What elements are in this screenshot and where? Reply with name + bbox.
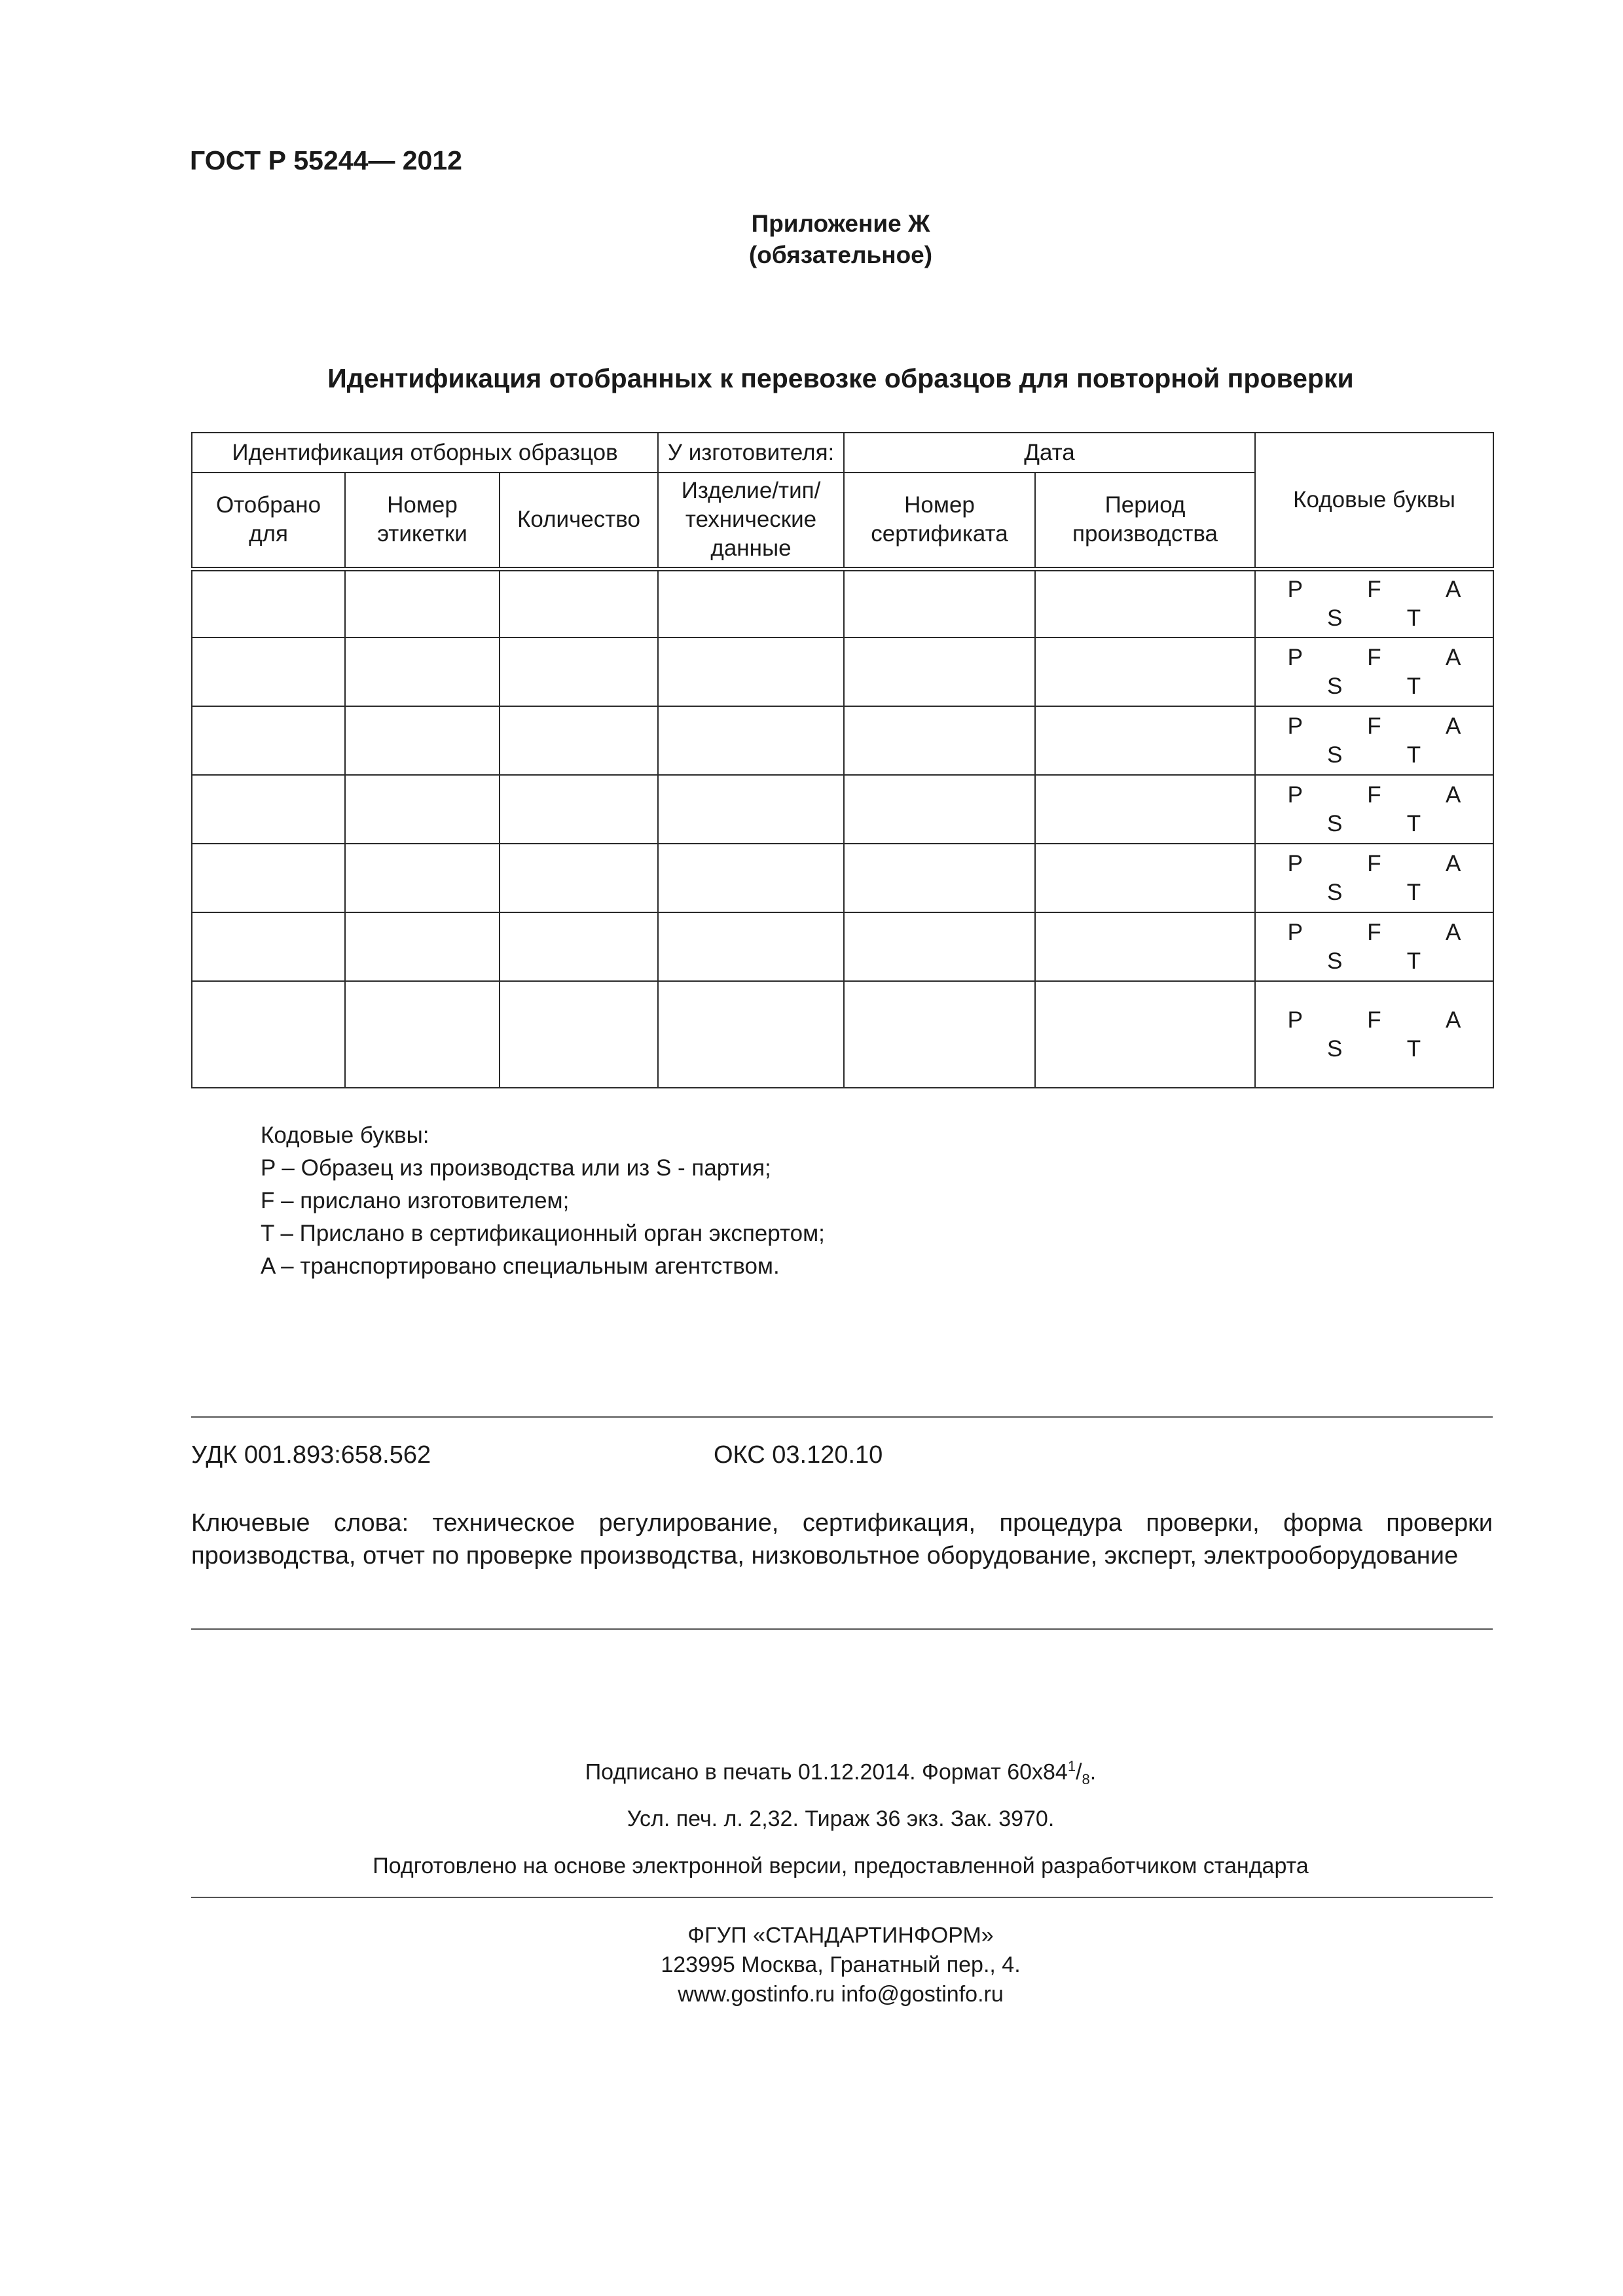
publisher-name: ФГУП «СТАНДАРТИНФОРМ» [687,1923,994,1948]
header-group-date: Дата [844,433,1255,473]
code-letter-s: S [1327,948,1343,974]
oks-code: ОКС 03.120.10 [714,1441,883,1469]
code-letter-t: T [1406,1035,1421,1062]
cell-production-period[interactable] [1035,569,1255,637]
code-letter-s: S [1327,673,1343,699]
publisher-block [0,1921,1623,2009]
code-letter-t: T [1406,879,1421,905]
cell-quantity[interactable] [500,912,658,981]
code-letters-line2 [1256,604,1493,633]
header-code-letters: Кодовые буквы [1255,433,1493,569]
code-letter-p: P [1287,1007,1304,1033]
code-letter-a: A [1445,781,1461,808]
code-letter-a: A [1445,644,1461,670]
cell-product[interactable] [658,981,844,1088]
cell-selected-for[interactable] [192,637,345,706]
code-letter-f: F [1367,1007,1381,1033]
legend-item-f: F – прислано изготовителем; [261,1188,570,1213]
code-letters-line1 [1256,850,1493,878]
code-letter-s: S [1327,1035,1343,1062]
table-row [192,637,1493,706]
code-letter-s: S [1327,879,1343,905]
code-letters-line1 [1256,1006,1493,1035]
publisher-address: 123995 Москва, Гранатный пер., 4. [661,1952,1021,1977]
format-superscript: 1 [1067,1758,1076,1774]
table-row [192,569,1493,637]
code-letter-f: F [1367,644,1381,670]
cell-label-number[interactable] [345,981,500,1088]
header-cert-number [844,473,1035,569]
divider-rule [191,1416,1493,1418]
cell-code-letters [1255,569,1493,637]
code-letter-p: P [1287,713,1304,739]
code-letter-f: F [1367,576,1381,602]
cell-cert-number[interactable] [844,706,1035,775]
cell-selected-for[interactable] [192,775,345,844]
legend-item-p: P – Образец из производства или из S - партия; [261,1155,771,1181]
legend-item-t: T – Прислано в сертификационный орган экспертом; [261,1221,825,1246]
code-letter-p: P [1287,850,1304,876]
header-label-number-line1: Номер [387,492,458,518]
cell-production-period[interactable] [1035,981,1255,1088]
cell-label-number[interactable] [345,844,500,912]
signed-end: . [1089,1759,1097,1785]
header-product-line3: данные [710,535,792,562]
cell-quantity[interactable] [500,981,658,1088]
cell-label-number[interactable] [345,775,500,844]
prepared-from-line: Подготовлено на основе электронной версии, предоставленной разработчиком стандарта [373,1854,1309,1878]
cell-quantity[interactable] [500,569,658,637]
code-letters-line1 [1256,918,1493,947]
header-label-number-line2: этикетки [377,521,467,547]
appendix-heading [0,208,1623,271]
code-letters-line2 [1256,947,1493,976]
udk-code: УДК 001.893:658.562 [191,1441,431,1469]
header-cert-number-line1: Номер [904,492,975,518]
cell-production-period[interactable] [1035,637,1255,706]
code-letters-line1 [1256,575,1493,604]
divider-rule [191,1628,1493,1630]
cell-label-number[interactable] [345,912,500,981]
code-letter-s: S [1327,810,1343,836]
code-letters-line2 [1256,1035,1493,1064]
code-letter-p: P [1287,576,1304,602]
cell-selected-for[interactable] [192,912,345,981]
header-label-number [345,473,500,569]
cell-cert-number[interactable] [844,775,1035,844]
cell-product[interactable] [658,775,844,844]
header-production-period-line2: производства [1072,521,1218,547]
code-letter-p: P [1287,781,1304,808]
code-letter-t: T [1406,605,1421,631]
header-production-period [1035,473,1255,569]
cell-cert-number[interactable] [844,912,1035,981]
cell-code-letters [1255,637,1493,706]
cell-code-letters [1255,775,1493,844]
table-row [192,912,1493,981]
signed-to-print-line: Подписано в печать 01.12.2014. Формат $60х84^1/_8$. [585,1758,1097,1788]
code-letter-f: F [1367,850,1381,876]
code-letter-a: A [1445,850,1461,876]
cell-production-period[interactable] [1035,844,1255,912]
keywords-paragraph: Ключевые слова: техническое регулирование, сертификация, процедура проверки, форма проверки производства, отчет по проверке производства, низковольтное оборудование, эксперт, электрооборудование [191,1509,1493,1570]
table-header-row-1 [192,433,1493,473]
cell-selected-for[interactable] [192,706,345,775]
cell-cert-number[interactable] [844,637,1035,706]
code-letter-t: T [1406,742,1421,768]
header-product-line2: технические [685,507,817,533]
cell-production-period[interactable] [1035,706,1255,775]
code-letter-f: F [1367,919,1381,945]
code-letter-a: A [1445,713,1461,739]
code-letter-a: A [1445,919,1461,945]
table-row [192,844,1493,912]
code-letter-t: T [1406,810,1421,836]
header-product [658,473,844,569]
header-quantity: Количество [500,473,658,569]
cell-label-number[interactable] [345,569,500,637]
cell-production-period[interactable] [1035,912,1255,981]
header-cert-number-line2: сертификата [871,521,1008,547]
cell-cert-number[interactable] [844,569,1035,637]
code-letter-a: A [1445,576,1461,602]
table-row [192,981,1493,1088]
code-letters-line1 [1256,643,1493,672]
header-production-period-line1: Период [1104,492,1186,518]
code-letter-f: F [1367,781,1381,808]
code-letter-t: T [1406,948,1421,974]
header-selected-for-line2: для [249,521,288,547]
code-letter-a: A [1445,1007,1461,1033]
code-letter-s: S [1327,742,1343,768]
cell-product[interactable] [658,637,844,706]
print-info-line: Усл. печ. л. 2,32. Тираж 36 экз. Зак. 3970. [627,1806,1055,1831]
cell-cert-number[interactable] [844,844,1035,912]
code-letters-line2 [1256,672,1493,701]
cell-cert-number[interactable] [844,981,1035,1088]
header-group-manufacturer: У изготовителя: [658,433,844,473]
cell-product[interactable] [658,912,844,981]
table-row [192,775,1493,844]
code-letter-p: P [1287,919,1304,945]
header-selected-for [192,473,345,569]
appendix-label: Приложение Ж [751,210,930,237]
cell-product[interactable] [658,706,844,775]
header-group-identification: Идентификация отборных образцов [192,433,658,473]
publisher-contacts: www.gostinfo.ru info@gostinfo.ru [678,1982,1004,2007]
cell-code-letters [1255,844,1493,912]
format-subscript: 8 [1082,1771,1090,1788]
legend-item-a: A – транспортировано специальным агентством. [261,1253,780,1279]
cell-selected-for[interactable] [192,844,345,912]
cell-code-letters [1255,981,1493,1088]
code-letters-line1 [1256,781,1493,810]
cell-quantity[interactable] [500,706,658,775]
cell-quantity[interactable] [500,844,658,912]
cell-product[interactable] [658,844,844,912]
cell-selected-for[interactable] [192,981,345,1088]
code-letters-line2 [1256,741,1493,770]
divider-rule [191,1897,1493,1898]
cell-label-number[interactable] [345,637,500,706]
code-letters-line2 [1256,878,1493,907]
table-body [192,569,1493,1088]
appendix-title: Идентификация отобранных к перевозке образцов для повторной проверки [327,363,1354,393]
code-letters-line2 [1256,810,1493,838]
code-letters-legend [261,1119,825,1283]
code-letter-s: S [1327,605,1343,631]
code-letter-f: F [1367,713,1381,739]
cell-quantity[interactable] [500,637,658,706]
appendix-status: (обязательное) [748,242,933,268]
cell-production-period[interactable] [1035,775,1255,844]
table-row [192,706,1493,775]
cell-selected-for[interactable] [192,569,345,637]
legend-heading: Кодовые буквы: [261,1122,429,1148]
cell-product[interactable] [658,569,844,637]
cell-code-letters [1255,706,1493,775]
document-code: ГОСТ Р 55244— 2012 [190,145,462,175]
cell-label-number[interactable] [345,706,500,775]
code-letter-t: T [1406,673,1421,699]
header-product-line1: Изделие/тип/ [681,478,821,504]
sample-identification-table [191,432,1494,1088]
cell-quantity[interactable] [500,775,658,844]
code-letters-line1 [1256,712,1493,741]
code-letter-p: P [1287,644,1304,670]
cell-code-letters [1255,912,1493,981]
signed-text: Подписано в печать 01.12.2014. Формат 60х84 [585,1759,1068,1785]
header-selected-for-line1: Отобрано [215,492,321,518]
